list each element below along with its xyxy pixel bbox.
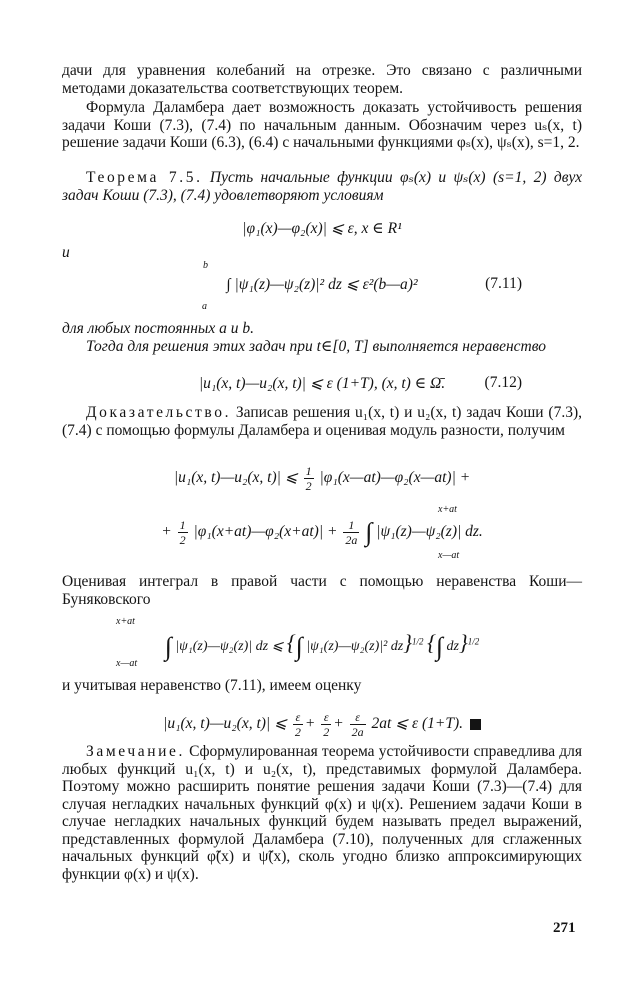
fraction-numerator: 1 [179, 518, 186, 532]
integral-lower-limit: x—at [438, 550, 460, 561]
formula-condition-2 [62, 260, 582, 315]
integral-sign: ∫ [164, 631, 172, 661]
formula-difference-line2 [62, 504, 582, 561]
formula-final-estimate: |u₁(x, t)—u₂(x, t)| ⩽ $\frac{\varepsilon}{2}$ + $\frac{\varepsilon}{2}$ + $\frac{\varepsilon}{2a}$ 2at ⩽ ε (1+T). [62, 710, 582, 739]
power-half: 1/2 [467, 636, 480, 647]
fraction-denominator: 2a [351, 725, 364, 739]
fraction-one-half-2 [178, 518, 188, 547]
formula-difference-lhs: |u₁(x, t)—u₂(x, t)| ⩽ [173, 469, 298, 487]
fraction-numerator: ε [321, 710, 331, 725]
proof-paragraph [62, 404, 582, 439]
integral-lower-limit: a [202, 301, 207, 312]
formula-difference-term1: |φ₁(x—at)—φ₂(x—at)| + [319, 469, 471, 487]
brace-open: { [427, 630, 436, 655]
cb-lhs: |ψ₁(z)—ψ₂(z)| dz ⩽ [175, 639, 284, 654]
theorem-conclusion: Тогда для решения этих задач при t∈[0, T] выполняется неравенство [86, 338, 547, 355]
fraction-denominator: 2 [294, 725, 301, 739]
fraction-numerator: 1 [305, 464, 312, 478]
proof-text: Записав решения u₁(x, t) и u₂(x, t) задач Коши (7.3), (7.4) с помощью формулы Даламбера и оценивая модуль разности, получим [62, 404, 583, 439]
cb-first-factor: |ψ₁(z)—ψ₂(z)|² dz [306, 639, 404, 654]
fraction-denominator: 2a [345, 533, 358, 547]
fraction-eps-half-2 [321, 710, 331, 739]
equation-number-7-11: (7.11) [485, 275, 522, 292]
equation-number-7-12: (7.12) [484, 374, 522, 391]
power-half: 1/2 [412, 636, 424, 647]
formula-condition-1: |φ₁(x)—φ₂(x)| ⩽ ε, x ∈ R¹ [242, 220, 402, 237]
formula-cauchy-bunyakovsky [62, 616, 582, 669]
integral-upper-limit: x+at [438, 504, 457, 515]
integral-sign: ∫ [295, 631, 303, 661]
formula-stability-body: |u₁(x, t)—u₂(x, t)| ⩽ ε (1+T), (x, t) ∈ Ω̄. [198, 375, 446, 392]
formula-difference-term3: |ψ₁(z)—ψ₂(z)| dz. [376, 523, 483, 541]
for-any-constants: для любых постоянных a и b. [62, 320, 255, 337]
final-lhs: |u₁(x, t)—u₂(x, t)| ⩽ [163, 715, 288, 733]
estimating-paragraph: Оценивая интеграл в правой части с помощью неравенства Коши—Буняковского [62, 573, 582, 608]
qed-square-icon [470, 719, 481, 730]
theorem-statement [62, 169, 582, 204]
given-paragraph: и учитывая неравенство (7.11), имеем оценку [62, 677, 362, 694]
brace-close: } [403, 630, 413, 655]
formula-plus-sign: + [161, 523, 172, 541]
integral-sign: ∫ [365, 517, 373, 547]
paragraph-intro: дачи для уравнения колебаний на отрезке. Это связано с различными методами доказательства соответствующих теорем. [62, 62, 582, 97]
conjunction-and: и [62, 244, 70, 261]
integral-lower-limit: x—at [116, 658, 138, 669]
fraction-eps-half [293, 710, 303, 739]
fraction-numerator: ε [350, 710, 366, 725]
remark-label: Замечание. [86, 743, 185, 760]
remark-paragraph [62, 743, 582, 883]
formula-difference-line1 [62, 464, 582, 493]
fraction-denominator: 2 [323, 725, 330, 739]
proof-label: Доказательство. [86, 404, 232, 421]
integral-upper-limit: x+at [116, 616, 135, 627]
paragraph-dalembert: Формула Даламбера дает возможность доказать устойчивость решения задачи Коши (7.3), (7.4) по начальным данным. Обозначим через uₛ(x, t) решение задачи Коши (6.3), (6.4) с начальными функциями φₛ(x), ψₛ(x), s=1, 2. [62, 99, 582, 151]
fraction-one-over-2a [343, 518, 359, 547]
theorem-label: Теорема 7.5. [86, 169, 203, 186]
fraction-one-half [304, 464, 314, 493]
formula-difference-term2: |φ₁(x+at)—φ₂(x+at)| + [193, 523, 338, 541]
theorem-text: Пусть начальные функции φₛ(x) и ψₛ(x) (s=1, 2) двух задач Коши (7.3), (7.4) удовлетворяют условиям [62, 169, 583, 204]
brace-close: } [458, 630, 468, 655]
cb-second-factor: dz [446, 639, 459, 654]
fraction-denominator: 2 [179, 533, 186, 547]
brace-open: { [286, 630, 296, 655]
integral-sign: ∫ [435, 631, 443, 661]
fraction-numerator: 1 [343, 518, 359, 533]
final-rhs: 2at ⩽ ε (1+T). [371, 715, 464, 733]
fraction-denominator: 2 [305, 479, 312, 493]
page-number: 271 [553, 920, 576, 936]
remark-text: Сформулированная теорема устойчивости справедлива для любых функций u₁(x, t) и u₂(x, t), представимых формулой Даламбера. Поэтому можно расширить понятие решения задачи Коши (7.3)—(7.4) для случая негладких начальных функций φ(x) и ψ(x). Решением задачи Коши в случае негладких начальных функций будем называть предел выражений, представленных формулой Даламбера (7.10), полученных для сглаженных начальных функций φ̃(x) и ψ̃(x), сколь угодно близко аппроксимирующих функции φ(x) и ψ(x). [62, 743, 582, 883]
fraction-eps-over-2a [350, 710, 366, 739]
fraction-numerator: ε [293, 710, 303, 725]
formula-condition-2-body: ∫ |ψ₁(z)—ψ₂(z)|² dz ⩽ ε²(b—a)² [226, 276, 418, 293]
integral-upper-limit: b [203, 260, 208, 271]
formula-stability-estimate [62, 374, 582, 393]
